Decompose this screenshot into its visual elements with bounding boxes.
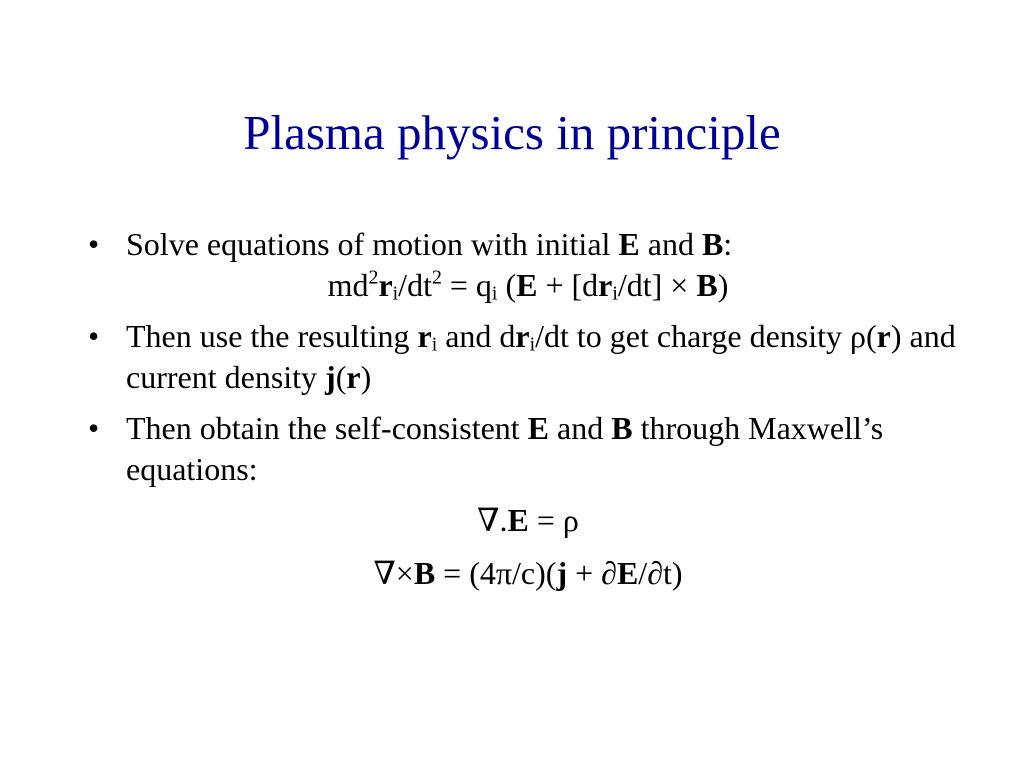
- text-segment: Solve equations of motion with initial: [126, 226, 619, 262]
- equation-gauss: [88, 500, 968, 541]
- eq-part: + [d: [537, 267, 599, 303]
- slide-title: Plasma physics in principle: [243, 105, 781, 160]
- symbol-e: E: [618, 226, 640, 262]
- text-segment: and d: [437, 318, 516, 354]
- eq-part: md: [327, 267, 369, 303]
- symbol-r: r: [346, 359, 361, 395]
- eq-part: + ∂: [567, 555, 617, 591]
- symbol-e: E: [516, 267, 538, 303]
- bullet-item: [88, 224, 968, 265]
- bullet-icon: •: [88, 410, 100, 446]
- bullet-text: [126, 226, 732, 262]
- bullet-item: [88, 316, 968, 398]
- eq-subscript: i: [392, 282, 399, 305]
- eq-part: = q: [441, 267, 492, 303]
- eq-superscript: 2: [368, 266, 379, 289]
- text-segment: ) and current density: [126, 318, 956, 395]
- symbol-r: r: [378, 267, 393, 303]
- symbol-e: E: [527, 410, 550, 446]
- eq-subscript: i: [491, 282, 498, 305]
- symbol-e: E: [507, 502, 529, 538]
- text-segment: and: [639, 226, 702, 262]
- text-segment: Then use the resulting: [126, 318, 418, 354]
- symbol-b: B: [611, 410, 633, 446]
- bullet-item: [88, 408, 968, 490]
- eq-subscript: i: [612, 282, 618, 305]
- eq-part: ): [717, 267, 729, 303]
- text-segment: ): [360, 359, 372, 395]
- text-segment: :: [723, 226, 733, 262]
- symbol-r: r: [876, 318, 891, 354]
- bullet-text: [126, 410, 883, 487]
- symbol-r: r: [515, 318, 530, 354]
- text-segment: through Maxwell’s equations:: [126, 410, 884, 487]
- eq-part: /dt: [398, 267, 432, 303]
- eq-part: = (4π/c)(: [435, 555, 557, 591]
- eq-part: (: [497, 267, 517, 303]
- eq-superscript: 2: [431, 266, 442, 289]
- symbol-b: B: [701, 226, 724, 262]
- symbol-e: E: [616, 555, 639, 591]
- subscript: i: [431, 333, 438, 356]
- text-segment: (: [335, 359, 347, 395]
- symbol-j: j: [556, 555, 568, 591]
- symbol-b: B: [696, 267, 718, 303]
- eq-part: ∇×: [373, 555, 414, 591]
- equation-ampere: [88, 553, 968, 594]
- equation-of-motion: [88, 265, 968, 306]
- text-segment: /dt to get charge density ρ(: [535, 318, 877, 354]
- subscript: i: [529, 333, 536, 356]
- symbol-r: r: [417, 318, 432, 354]
- symbol-j: j: [325, 359, 336, 395]
- symbol-b: B: [413, 555, 436, 591]
- bullet-text: [126, 318, 956, 395]
- text-segment: Then obtain the self-consistent: [126, 410, 528, 446]
- symbol-r: r: [598, 267, 613, 303]
- text-segment: and: [549, 410, 612, 446]
- eq-part: /dt] ×: [617, 267, 697, 303]
- bullet-icon: •: [88, 226, 100, 262]
- eq-part: ∇.: [477, 502, 508, 538]
- bullet-icon: •: [88, 318, 100, 354]
- eq-part: /∂t): [638, 555, 683, 591]
- slide-body: [88, 224, 968, 604]
- eq-part: = ρ: [528, 502, 579, 538]
